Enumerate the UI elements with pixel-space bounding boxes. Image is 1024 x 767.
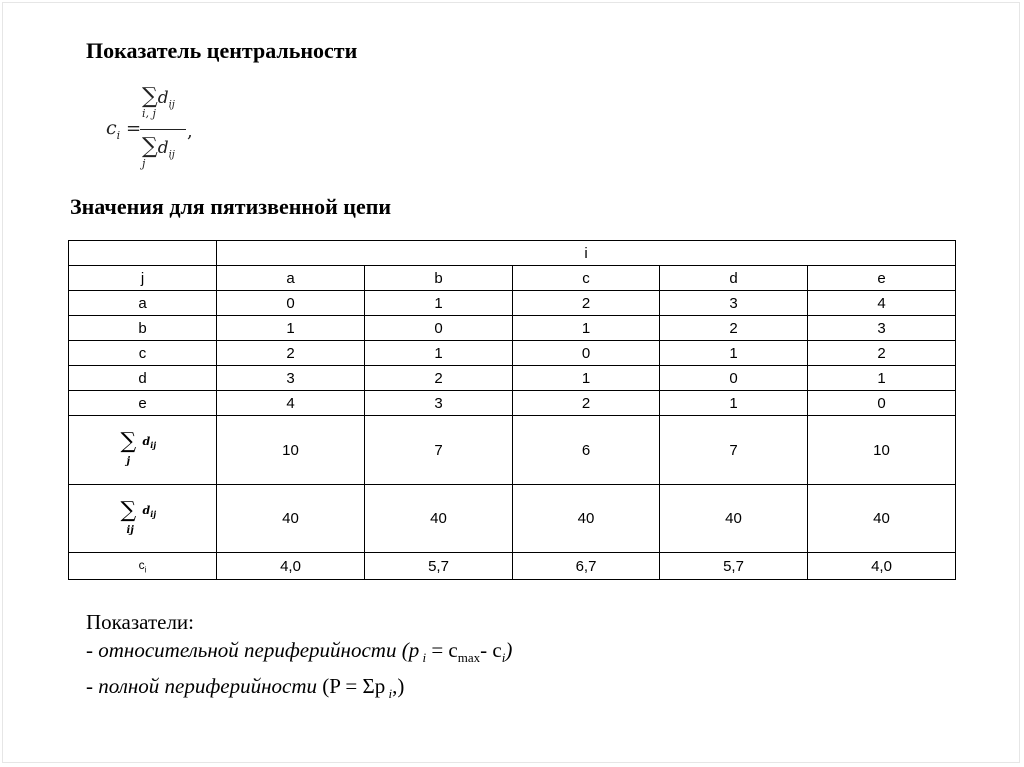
table-cell: 2 — [513, 391, 660, 416]
formula-numerator: $\sum d_{ij}$ i, j — [142, 84, 175, 120]
table-corner-blank — [69, 241, 217, 266]
table-cell: 1 — [513, 366, 660, 391]
table-cell: 4,0 — [217, 553, 365, 580]
table-cell: 0 — [660, 366, 808, 391]
fraction-line — [140, 129, 186, 130]
table-cell: 2 — [808, 341, 956, 366]
table-cell: 40 — [808, 485, 956, 553]
table-cell: 1 — [513, 316, 660, 341]
table-cell: 1 — [660, 391, 808, 416]
table-cell: 3 — [660, 291, 808, 316]
header-i: i — [217, 241, 956, 266]
table-cell: 2 — [513, 291, 660, 316]
table-cell: 1 — [365, 341, 513, 366]
table-cell: 4 — [808, 291, 956, 316]
table-cell: 6 — [513, 416, 660, 485]
table-cell: 0 — [513, 341, 660, 366]
table-cell: 2 — [217, 341, 365, 366]
table-cell: 4,0 — [808, 553, 956, 580]
table-cell: 10 — [217, 416, 365, 485]
distance-table — [68, 240, 956, 580]
table-row — [69, 366, 956, 391]
table-cell: 2 — [660, 316, 808, 341]
table-row — [69, 341, 956, 366]
column-header: d — [660, 266, 808, 291]
table-row — [69, 391, 956, 416]
table-cell: 1 — [365, 291, 513, 316]
table-header-i-row — [69, 241, 956, 266]
table-cell: 5,7 — [365, 553, 513, 580]
denominator-limit: j — [142, 157, 146, 170]
table-header-row — [69, 266, 956, 291]
numerator-limit: i, j — [142, 107, 156, 120]
formula-equals: = — [126, 118, 142, 139]
table-cell: 6,7 — [513, 553, 660, 580]
table-cell: 2 — [365, 366, 513, 391]
row-label: e — [69, 391, 217, 416]
table-cell: 7 — [660, 416, 808, 485]
sum-ij-label: ∑ $d_{ij}$ ij — [69, 485, 217, 553]
table-cell: 5,7 — [660, 553, 808, 580]
table-cell: 7 — [365, 416, 513, 485]
notes-full-periphery: - полной периферийности (P = Σp $_i$,) — [86, 674, 405, 702]
notes-relative-periphery: - относительной периферийности (p $_i = c_{max}-$ $c_i$) — [86, 638, 513, 666]
formula-denominator: $\sum d_{ij}$ j — [142, 134, 175, 170]
table-cell: 40 — [365, 485, 513, 553]
page-title: Показатель центральности — [86, 38, 358, 63]
column-header: a — [217, 266, 365, 291]
notes-heading: Показатели: — [86, 610, 194, 634]
table-cell: 4 — [217, 391, 365, 416]
table-cell: 0 — [808, 391, 956, 416]
table-cell: 0 — [217, 291, 365, 316]
table-cell: 40 — [217, 485, 365, 553]
table-cell: 40 — [660, 485, 808, 553]
table-cell: 3 — [365, 391, 513, 416]
table-cell: 3 — [808, 316, 956, 341]
sum-ij-row — [69, 485, 956, 553]
table-cell: 1 — [660, 341, 808, 366]
header-j: j — [69, 266, 217, 291]
row-label: b — [69, 316, 217, 341]
column-header: b — [365, 266, 513, 291]
formula-lhs: $c_i$ — [106, 117, 121, 142]
column-header: e — [808, 266, 956, 291]
row-label: d — [69, 366, 217, 391]
row-label: a — [69, 291, 217, 316]
section-subtitle: Значения для пятизвенной цепи — [70, 194, 392, 219]
column-header: c — [513, 266, 660, 291]
table-cell: 3 — [217, 366, 365, 391]
indicators-notes — [86, 608, 512, 708]
centrality-formula: $c_i$ = $\sum d_{ij}$ i, j $\sum d_{ij}$ j , — [106, 84, 193, 170]
table-cell: 40 — [513, 485, 660, 553]
table-cell: 10 — [808, 416, 956, 485]
table-row — [69, 291, 956, 316]
table-cell: 1 — [217, 316, 365, 341]
ci-row — [69, 553, 956, 580]
table-cell: 0 — [365, 316, 513, 341]
sum-j-row — [69, 416, 956, 485]
sum-j-label: ∑ $d_{ij}$ j — [69, 416, 217, 485]
row-label: c — [69, 341, 217, 366]
table-cell: 1 — [808, 366, 956, 391]
table-row — [69, 316, 956, 341]
ci-label: $c_i$ — [69, 553, 217, 580]
